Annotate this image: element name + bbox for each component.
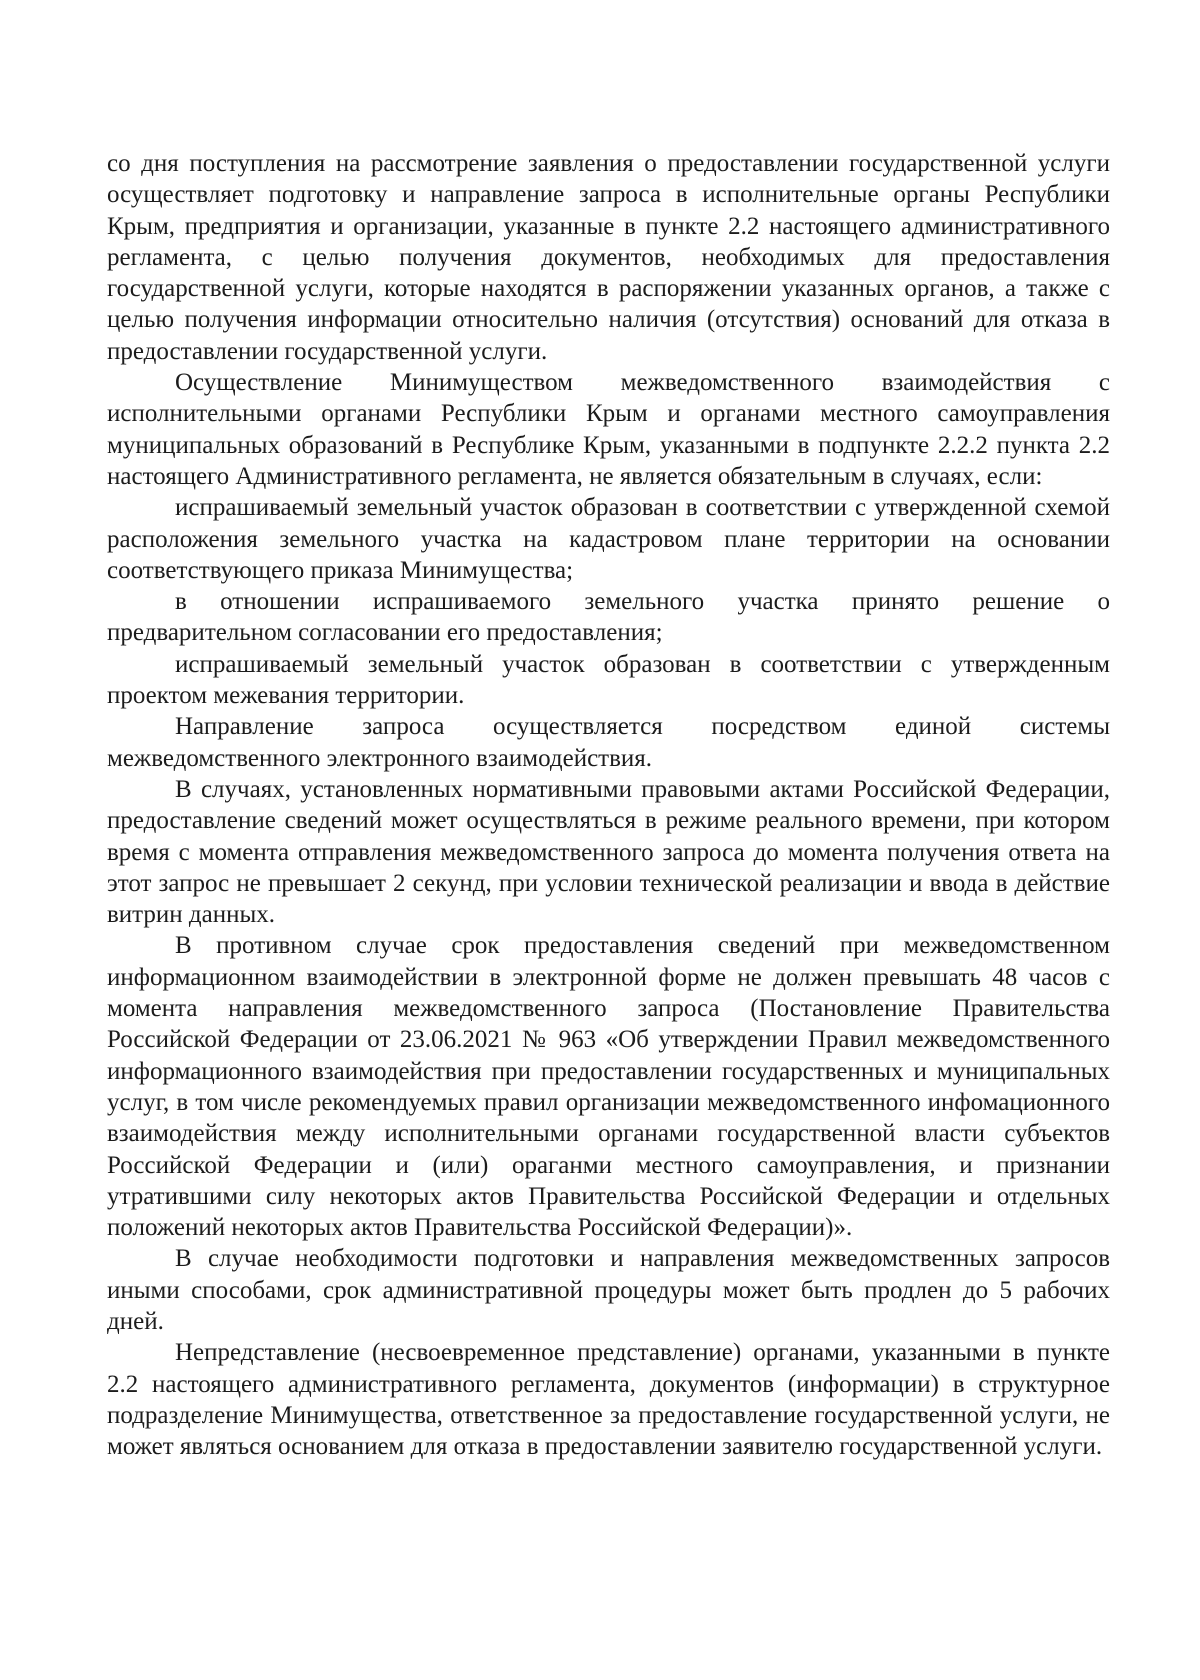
- paragraph-5: испрашиваемый земельный участок образован в соответствии с утвержденным проектом межевания территории.: [107, 650, 1110, 710]
- paragraph-10: Непредставление (несвоевременное представление) органами, указанными в пункте 2.2 настоящего административного регламента, документов (информации) в структурное подразделение Минимущества, ответственное за предоставление государственной услуги, не может являться основанием для отказа в предоставлении заявителю государственной услуги.: [107, 1339, 1110, 1461]
- paragraph-6: Направление запроса осуществляется посредством единой системы межведомственного электронного взаимодействия.: [107, 713, 1110, 772]
- paragraph-8: В противном случае срок предоставления сведений при межведомственном информационном взаимодействии в электронной форме не должен превышать 48 часов с момента направления межведомственного запроса (Постановление Правительства Российской Федерации от 23.06.2021 № 963 «Об утверждении Правил межведомственного информационного взаимодействия при предоставлении государственных и муниципальных услуг, в том числе рекомендуемых правил организации межведомственного инфомационного взаимодействия между исполнительными органами государственной власти субъектов Российской Федерации и (или) ораганми местного самоуправления, и признании утратившими силу некоторых актов Правительства Российской Федерации и отдельных положений некоторых актов Правительства Российской Федерации)».: [107, 932, 1110, 1242]
- paragraph-1: со дня поступления на рассмотрение заявления о предоставлении государственной услуги осуществляет подготовку и направление запроса в исполнительные органы Республики Крым, предприятия и организации, указанные в пункте 2.2 настоящего административного регламента, с целью получения документов, необходимых для предоставления государственной услуги, которые находятся в распоряжении указанных органов, а также с целью получения информации относительно наличия (отсутствия) оснований для отказа в предоставлении государственной услуги.: [107, 150, 1110, 365]
- paragraph-7: В случаях, установленных нормативными правовыми актами Российской Федерации, предоставление сведений может осуществляться в режиме реального времени, при котором время с момента отправления межведомственного запроса до момента получения ответа на этот запрос не превышает 2 секунд, при условии технической реализации и ввода в действие витрин данных.: [107, 775, 1110, 929]
- paragraph-2: Осуществление Минимуществом межведомственного взаимодействия с исполнительными органами Республики Крым и органами местного самоуправления муниципальных образований в Республике Крым, указанными в подпункте 2.2.2 пункта 2.2 настоящего Административного регламента, не является обязательным в случаях, если:: [107, 369, 1110, 490]
- paragraph-9: В случае необходимости подготовки и направления межведомственных запросов иными способами, срок административной процедуры может быть продлен до 5 рабочих дней.: [107, 1245, 1110, 1335]
- paragraph-4: в отношении испрашиваемого земельного участка принято решение о предварительном согласовании его предоставления;: [107, 588, 1110, 647]
- paragraph-3: испрашиваемый земельный участок образован в соответствии с утвержденной схемой расположения земельного участка на кадастровом плане территории на основании соответствующего приказа Минимущества;: [107, 494, 1110, 584]
- document-body: [107, 148, 1110, 1462]
